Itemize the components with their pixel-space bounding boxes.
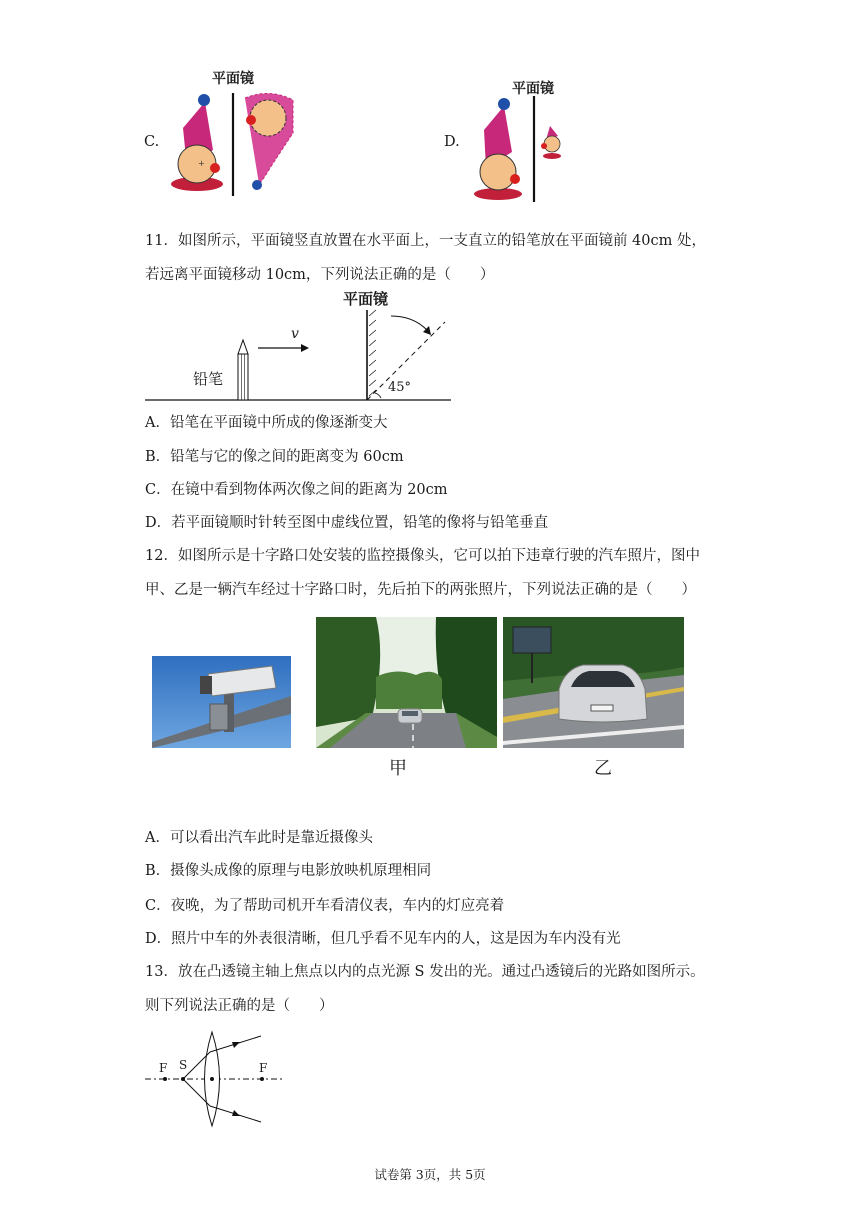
q12-option-b: B．摄像头成像的原理与电影放映机原理相同 [145, 863, 432, 879]
option-c-mirror-label: 平面镜 [212, 71, 254, 87]
page-footer: 试卷第 3页，共 5页 [374, 1167, 486, 1182]
q13-lens-figure [145, 1030, 290, 1130]
option-d-letter: D. [444, 134, 460, 150]
clown-mirror-c-drawing [165, 88, 310, 198]
option-d-mirror-label: 平面镜 [512, 81, 554, 97]
q13-stem-line2: 则下列说法正确的是（ ） [145, 998, 334, 1014]
q12-option-c: C．夜晚，为了帮助司机开车看清仪表，车内的灯应亮着 [145, 898, 505, 914]
q11-velocity-label: v [291, 326, 299, 342]
q13-focus-left-label: F [159, 1061, 168, 1075]
option-c-figure [140, 64, 310, 204]
q11-option-a: A．铅笔在平面镜中所成的像逐渐变大 [145, 415, 388, 431]
q11-option-c: C．在镜中看到物体两次像之间的距离为 20cm [145, 482, 448, 498]
q11-option-d: D．若平面镜顺时针转至图中虚线位置，铅笔的像将与铅笔垂直 [145, 515, 549, 531]
q11-mirror-label: 平面镜 [343, 290, 389, 308]
surveillance-camera-photo [152, 656, 291, 748]
car-photo-yi [503, 617, 684, 748]
clown-mirror-d-drawing [468, 96, 578, 206]
photo-label-yi: 乙 [594, 758, 612, 779]
q11-angle-label: 45° [388, 380, 412, 395]
q12-option-d: D．照片中车的外表很清晰，但几乎看不见车内的人，这是因为车内没有光 [145, 931, 621, 947]
q13-source-label: S [179, 1058, 188, 1072]
q11-figure [145, 286, 455, 406]
photo-label-jia: 甲 [389, 758, 407, 779]
q12-stem-line1: 12．如图所示是十字路口处安装的监控摄像头，它可以拍下违章行驶的汽车照片，图中 [145, 548, 700, 564]
q12-option-a: A．可以看出汽车此时是靠近摄像头 [145, 830, 373, 846]
q13-focus-right-label: F [259, 1061, 268, 1075]
car-photo-jia [316, 617, 497, 748]
svg-text:+: + [198, 159, 205, 168]
option-d-figure [440, 74, 590, 209]
q12-stem-line2: 甲、乙是一辆汽车经过十字路口时，先后拍下的两张照片，下列说法正确的是（ ） [145, 582, 696, 598]
q11-stem-line1: 11．如图所示，平面镜竖直放置在水平面上，一支直立的铅笔放在平面镜前 40cm 处， [145, 233, 706, 249]
q11-pencil-label: 铅笔 [193, 370, 224, 388]
q13-stem-line1: 13．放在凸透镜主轴上焦点以内的点光源 S 发出的光。通过凸透镜后的光路如图所示。 [145, 964, 705, 980]
q11-diagram [145, 286, 455, 406]
q13-lens-diagram [145, 1030, 290, 1130]
q11-stem-line2: 若远离平面镜移动 10cm，下列说法正确的是（ ） [145, 267, 495, 283]
option-c-letter: C. [144, 134, 160, 150]
q11-option-b: B．铅笔与它的像之间的距离变为 60cm [145, 449, 404, 465]
